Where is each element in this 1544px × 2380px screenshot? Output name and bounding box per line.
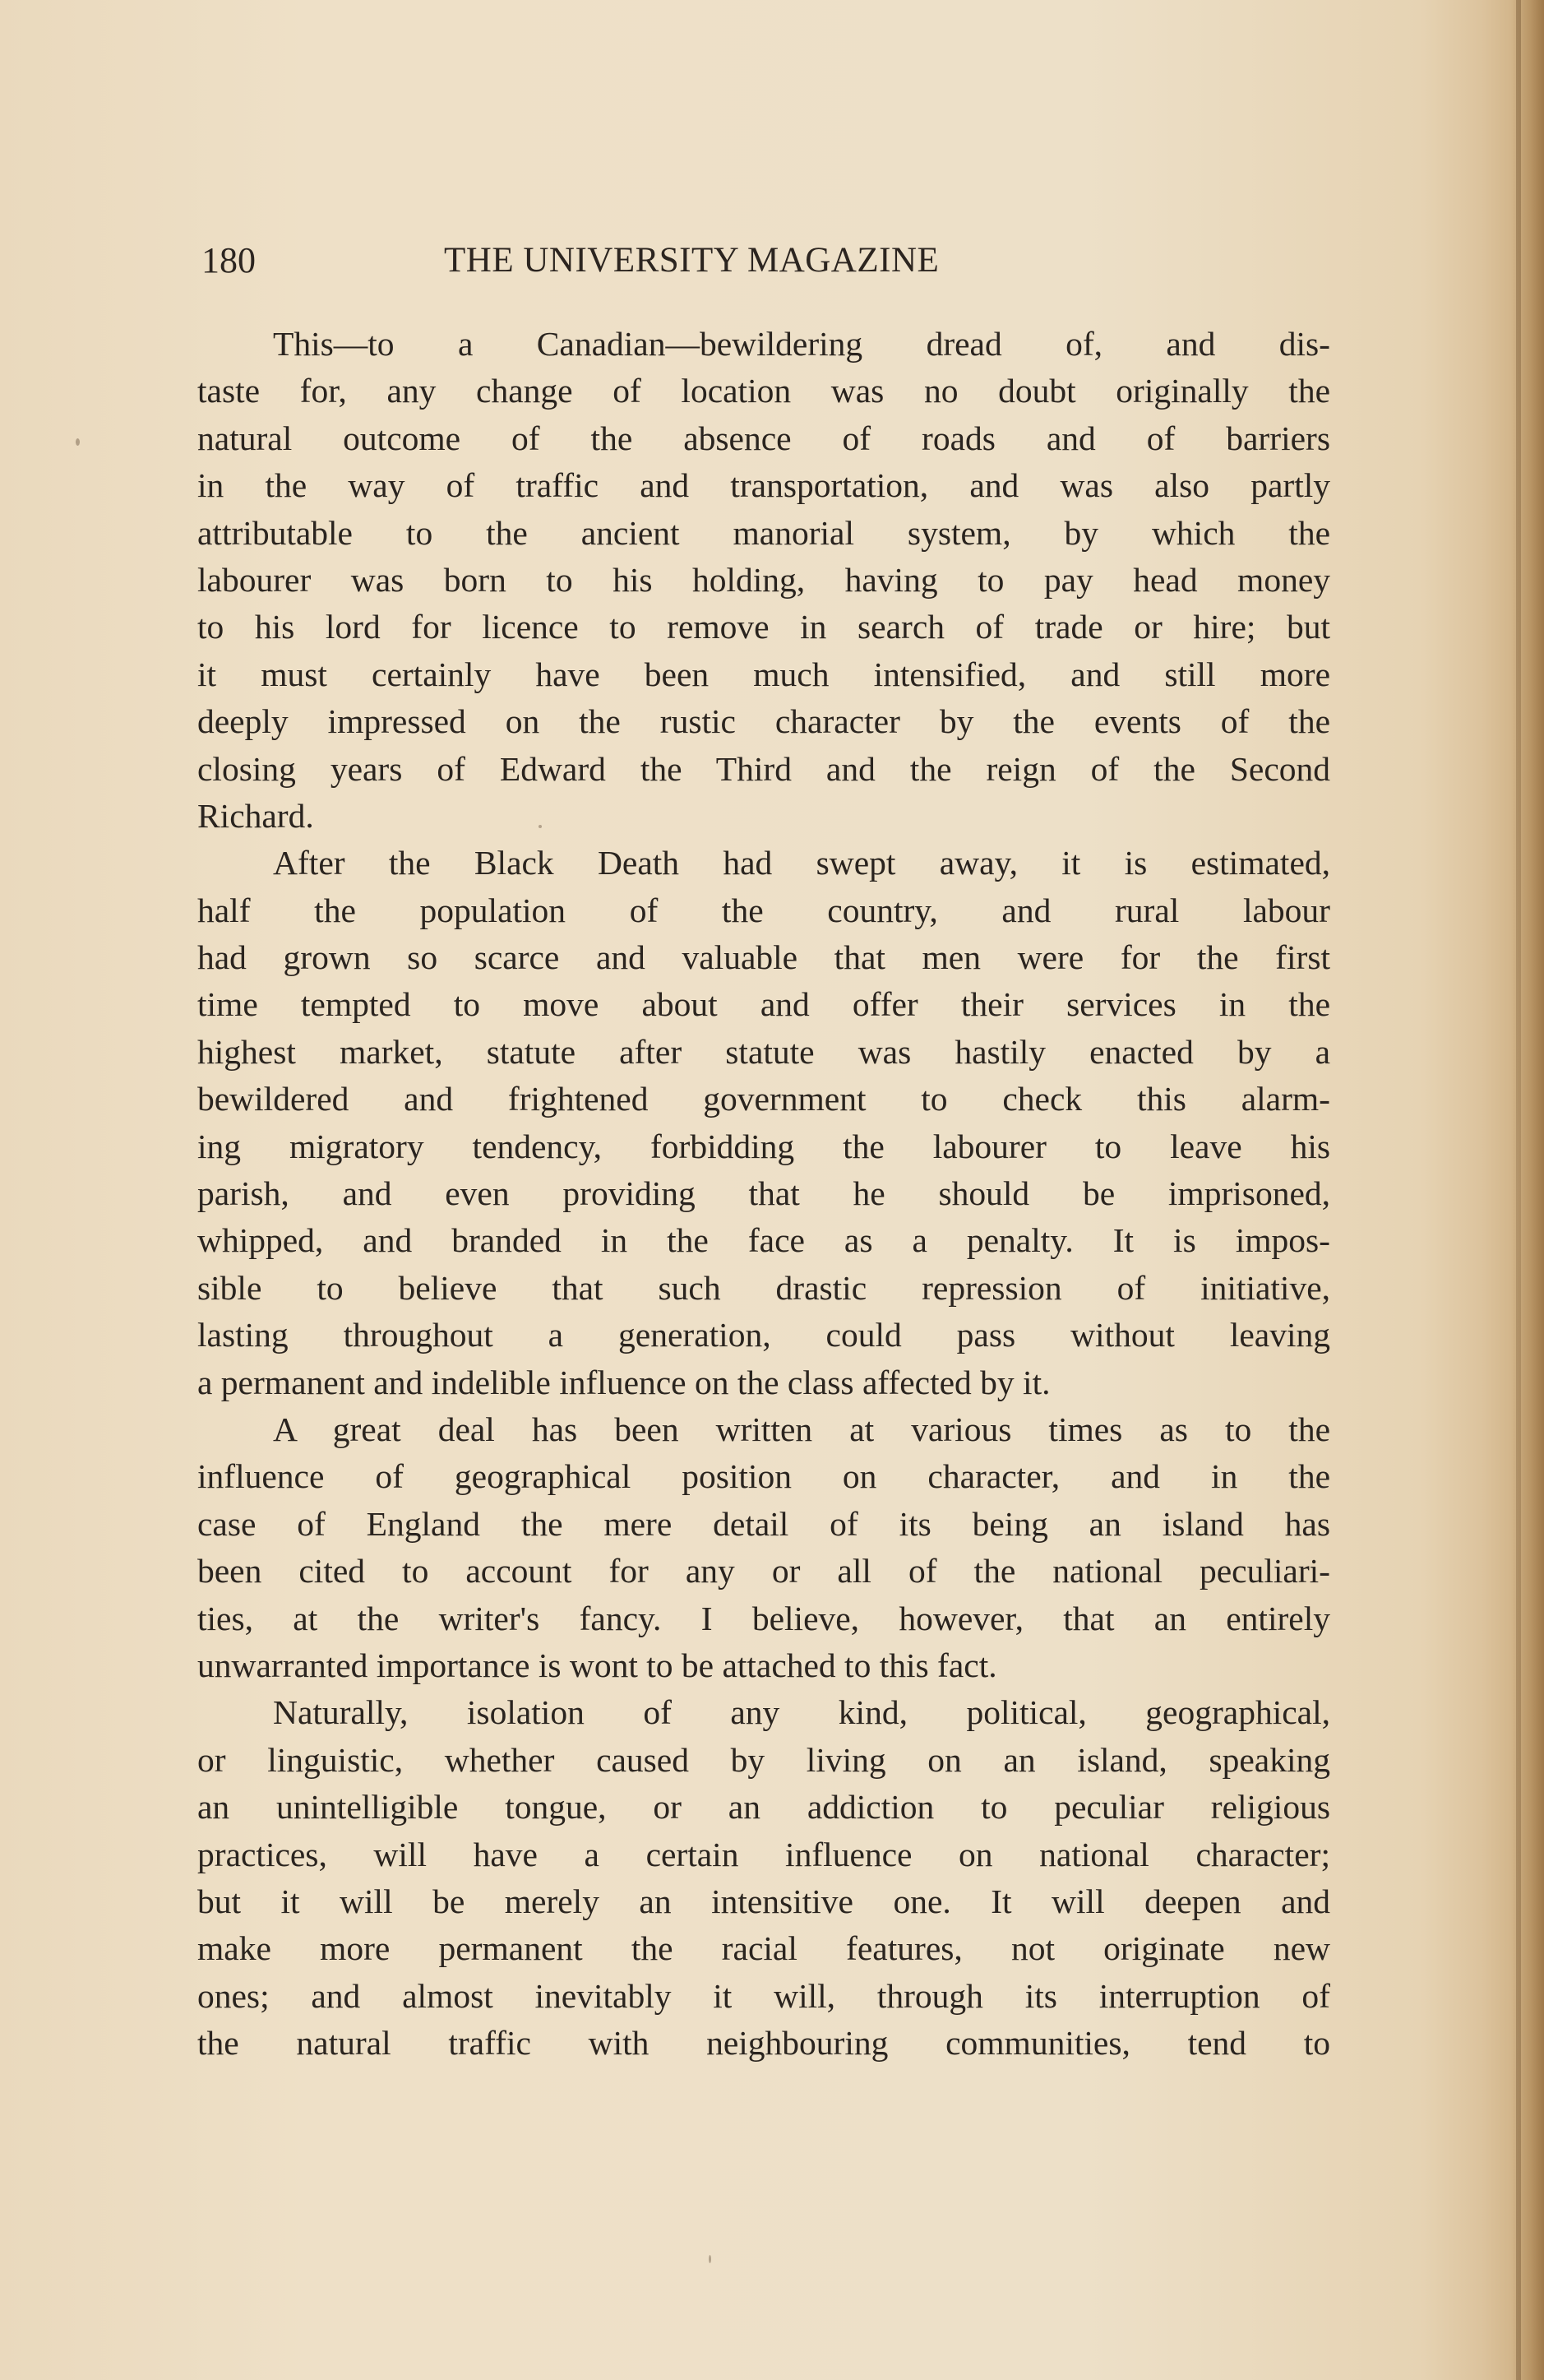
text-line: ing migratory tendency, forbidding the labourer to leave his [197,1127,1330,1165]
text-line: highest market, statute after statute was hastily enacted by a [197,1032,1330,1071]
text-line: taste for, any change of location was no doubt originally the [197,372,1330,410]
paper-speck [76,438,80,446]
text-line: natural outcome of the absence of roads and of barriers [197,419,1330,457]
paper-speck [709,2255,711,2263]
text-line: an unintelligible tongue, or an addiction to peculiar religious [197,1788,1330,1827]
text-line: ties, at the writer's fancy. I believe, however, that an entirely [197,1599,1330,1637]
text-line: had grown so scarce and valuable that men were for the first [197,938,1330,977]
text-line: A great deal has been written at various times as to the [273,1410,1330,1448]
text-line: influence of geographical position on character, and in the [197,1457,1330,1496]
text-line: case of England the mere detail of its being an island has [197,1504,1330,1543]
text-line: After the Black Death had swept away, it is estimated, [273,844,1330,882]
text-line: half the population of the country, and rural labour [197,891,1330,929]
text-line: make more permanent the racial features, not originate new [197,1929,1330,1968]
text-line: or linguistic, whether caused by living on an island, speaking [197,1740,1330,1779]
text-line: to his lord for licence to remove in search of trade or hire; but [197,608,1330,646]
text-line: labourer was born to his holding, having to pay head money [197,560,1330,599]
text-line: practices, will have a certain influence on national character; [197,1835,1330,1873]
text-line: time tempted to move about and offer their services in the [197,985,1330,1024]
page-gutter-line [1516,0,1521,2380]
text-line: closing years of Edward the Third and the reign of the Second [197,749,1330,788]
page-header [201,235,1056,286]
text-line: Naturally, isolation of any kind, political, geographical, [273,1693,1330,1732]
text-line: lasting throughout a generation, could pass without leaving [197,1316,1330,1354]
text-line: bewildered and frightened government to check this alarm- [197,1080,1330,1118]
body-text [197,321,1332,2067]
text-line: This—to a Canadian—bewildering dread of, and dis- [273,325,1330,363]
text-line: ones; and almost inevitably it will, through its interruption of [197,1976,1330,2015]
text-line: Richard. [197,796,314,835]
text-line: it must certainly have been much intensified, and still more [197,655,1330,693]
text-line: attributable to the ancient manorial system, by which the [197,513,1330,552]
text-line: unwarranted importance is wont to be attached to this fact. [197,1646,997,1684]
text-line: been cited to account for any or all of the national peculiari- [197,1552,1330,1591]
text-line: deeply impressed on the rustic character by the events of the [197,702,1330,741]
text-line: the natural traffic with neighbouring communities, tend to [197,2024,1330,2063]
page-number: 180 [201,240,256,280]
text-line: in the way of traffic and transportation, and was also partly [197,466,1330,505]
text-line: whipped, and branded in the face as a penalty. It is impos- [197,1221,1330,1260]
text-line: parish, and even providing that he should be imprisoned, [197,1174,1330,1213]
text-line: a permanent and indelible influence on the class affected by it. [197,1363,1051,1401]
text-line: but it will be merely an intensitive one. It will deepen and [197,1882,1330,1920]
running-head: THE UNIVERSITY MAGAZINE [444,241,940,280]
text-line: sible to believe that such drastic repression of initiative, [197,1268,1330,1307]
